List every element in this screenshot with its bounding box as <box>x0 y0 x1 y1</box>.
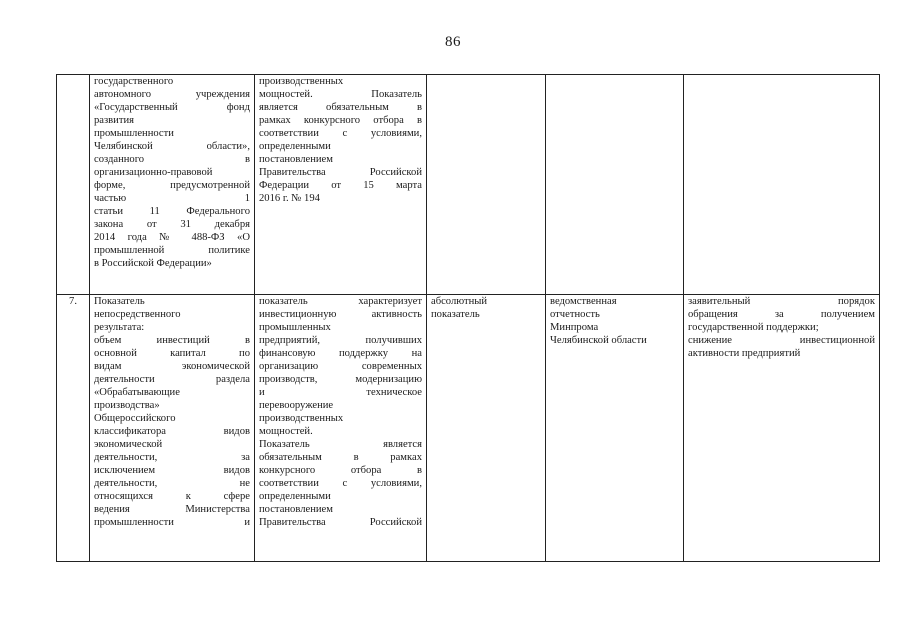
text-line: производства» <box>94 400 160 411</box>
text-line: постановлением <box>259 504 333 515</box>
indicator-name-cell <box>90 75 255 295</box>
text-line: созданного в <box>94 154 250 165</box>
text-line: предприятий, получивших <box>259 335 422 346</box>
text-line: Челябинской области <box>550 335 647 346</box>
text-line: видам экономической <box>94 361 250 372</box>
indicator-table <box>56 74 880 562</box>
row-number-cell: 7. <box>57 295 90 562</box>
text-line: Показатель является <box>259 439 422 450</box>
text-line: 2014 года № 488-ФЗ «О <box>94 232 250 243</box>
text-line: промышленной политике <box>94 245 250 256</box>
risk-factors-cell <box>684 295 880 562</box>
text-line: объем инвестиций в <box>94 335 250 346</box>
text-line: классификатора видов <box>94 426 250 437</box>
text-line: показатель характеризует <box>259 296 422 307</box>
row-number-cell <box>57 75 90 295</box>
table-row-continued <box>57 75 880 295</box>
text-line: промышленности <box>94 128 174 139</box>
text-line: в Российской Федерации» <box>94 258 212 269</box>
text-line: определенными <box>259 491 331 502</box>
indicator-type-cell <box>427 75 546 295</box>
text-line: показатель <box>431 309 480 320</box>
text-line: является обязательным в <box>259 102 422 113</box>
text-line: производственных <box>259 413 344 424</box>
text-line: Правительства Российской <box>259 167 422 178</box>
text-line: Челябинской области», <box>94 141 250 152</box>
text-line: снижение инвестиционной <box>688 335 875 346</box>
text-line: конкурсного отбора в <box>259 465 422 476</box>
text-line: Минпрома <box>550 322 599 333</box>
text-line: инвестиционную активность <box>259 309 422 320</box>
text-line: развития <box>94 115 135 126</box>
text-line: «Государственный фонд <box>94 102 250 113</box>
text-line: промышленности и <box>94 517 250 528</box>
text-line: организационно-правовой <box>94 167 213 178</box>
text-line: Правительства Российской <box>259 517 422 528</box>
indicator-description-cell <box>255 295 427 562</box>
text-line: соответствии с условиями, <box>259 478 422 489</box>
text-line: мощностей. <box>259 426 313 437</box>
data-source-cell <box>546 75 684 295</box>
text-line: закона от 31 декабря <box>94 219 250 230</box>
table-row-7 <box>57 295 880 562</box>
text-line: основной капитал по <box>94 348 250 359</box>
text-line: «Обрабатывающие <box>94 387 180 398</box>
text-line: производственных <box>259 76 344 87</box>
text-line: абсолютный <box>431 296 488 307</box>
text-line: деятельности раздела <box>94 374 250 385</box>
text-line: автономного учреждения <box>94 89 250 100</box>
text-line: финансовую поддержку на <box>259 348 422 359</box>
text-line: промышленных <box>259 322 331 333</box>
text-line: частью 1 <box>94 193 250 204</box>
text-line: организацию современных <box>259 361 422 372</box>
text-line: форме, предусмотренной <box>94 180 250 191</box>
text-line: Показатель <box>94 296 145 307</box>
text-line: мощностей. Показатель <box>259 89 422 100</box>
risk-factors-cell <box>684 75 880 295</box>
text-line: государственного <box>94 76 174 87</box>
text-line: отчетность <box>550 309 600 320</box>
text-line: деятельности, не <box>94 478 250 489</box>
text-line: ведения Министерства <box>94 504 250 515</box>
text-line: ведомственная <box>550 296 617 307</box>
text-line: результата: <box>94 322 145 333</box>
text-line: государственной поддержки; <box>688 322 819 333</box>
text-line: перевооружение <box>259 400 334 411</box>
text-line: непосредственного <box>94 309 181 320</box>
text-line: статьи 11 Федерального <box>94 206 250 217</box>
text-line: постановлением <box>259 154 333 165</box>
text-line: обращения за получением <box>688 309 875 320</box>
indicator-type-cell <box>427 295 546 562</box>
text-line: Общероссийского <box>94 413 176 424</box>
data-source-cell <box>546 295 684 562</box>
text-line: исключением видов <box>94 465 250 476</box>
text-line: определенными <box>259 141 331 152</box>
text-line: обязательным в рамках <box>259 452 422 463</box>
text-line: производств, модернизацию <box>259 374 422 385</box>
text-line: рамках конкурсного отбора в <box>259 115 422 126</box>
page-number: 86 <box>445 34 461 50</box>
text-line: и техническое <box>259 387 422 398</box>
text-line: относящихся к сфере <box>94 491 250 502</box>
indicator-name-cell <box>90 295 255 562</box>
text-line: Федерации от 15 марта <box>259 180 422 191</box>
text-line: деятельности, за <box>94 452 250 463</box>
text-line: экономической <box>94 439 163 450</box>
text-line: соответствии с условиями, <box>259 128 422 139</box>
text-line: заявительный порядок <box>688 296 875 307</box>
text-line: активности предприятий <box>688 348 801 359</box>
text-line: 2016 г. № 194 <box>259 193 320 204</box>
indicator-description-cell <box>255 75 427 295</box>
